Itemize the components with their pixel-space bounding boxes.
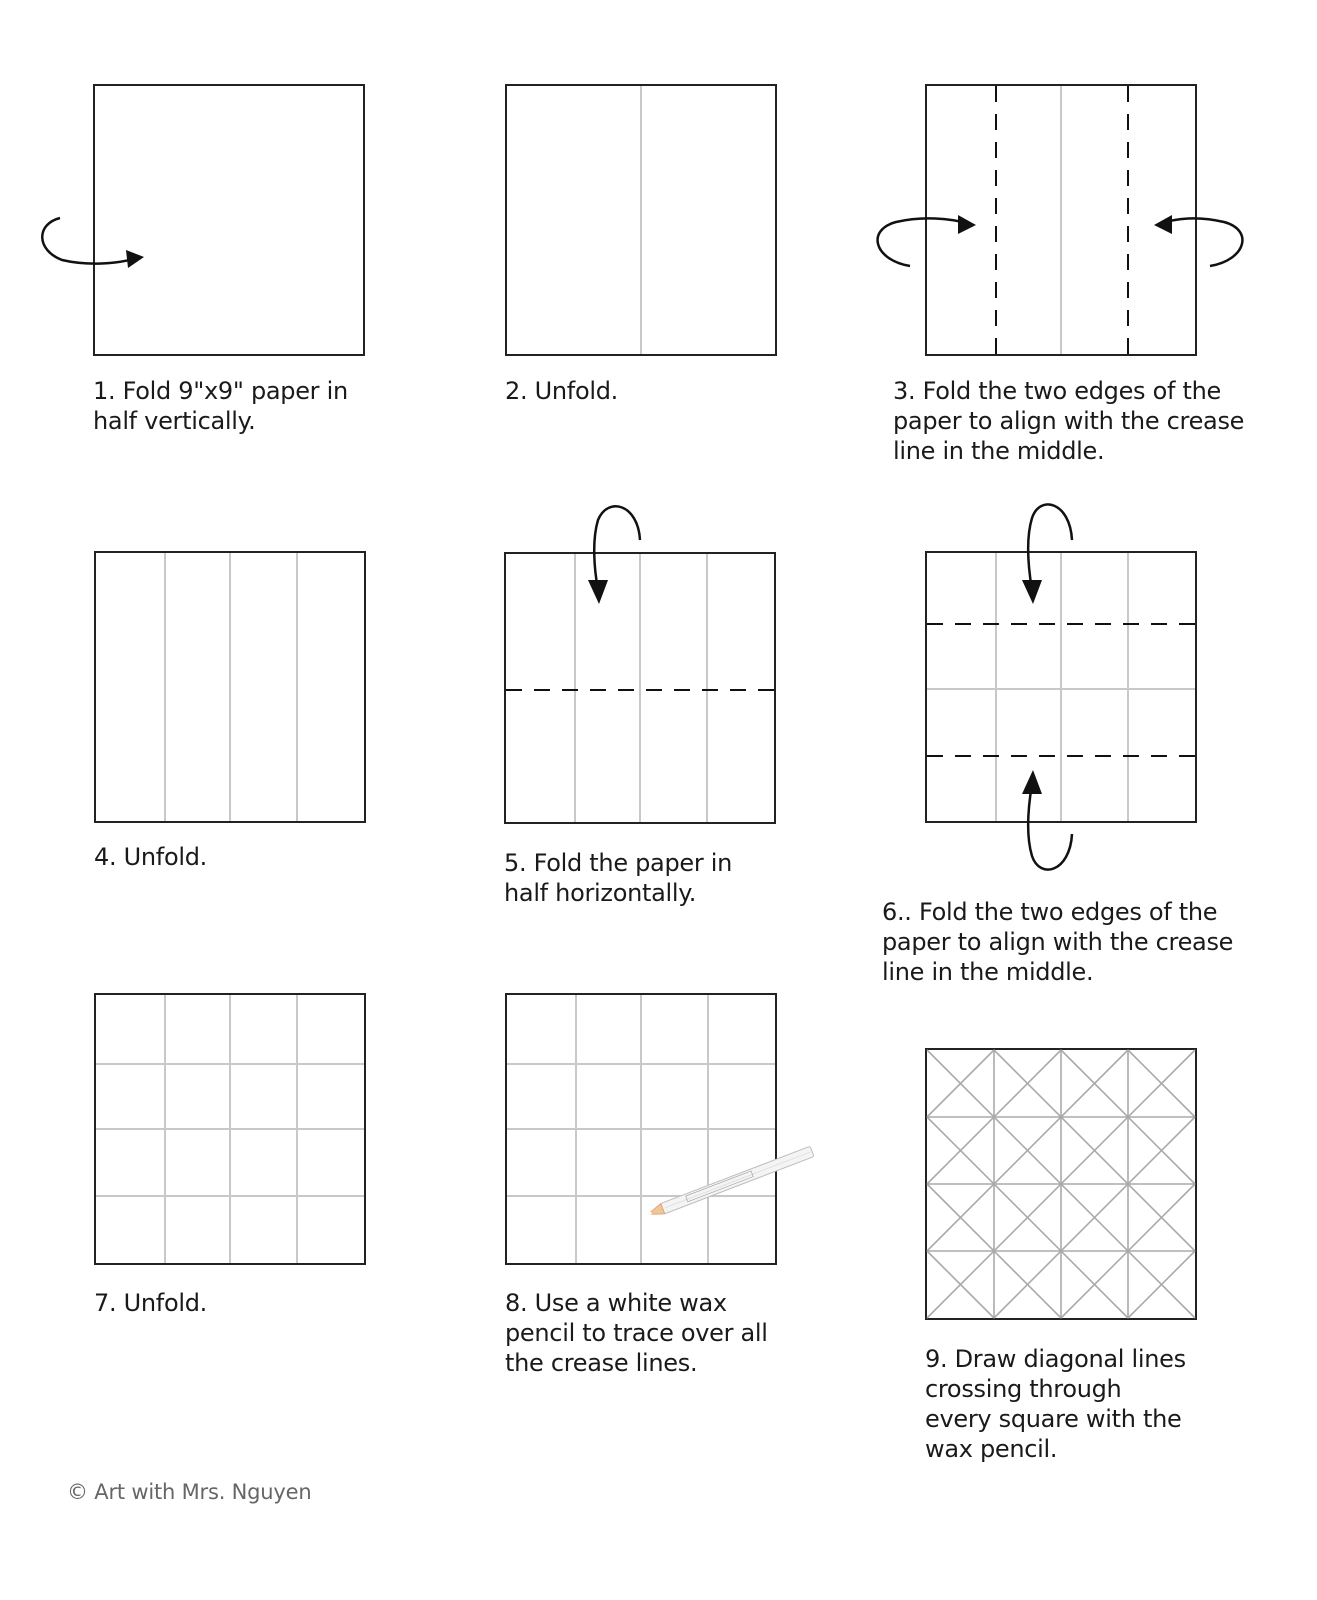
fold-arrow-icon [1014, 496, 1084, 608]
crease-grid [96, 995, 364, 1263]
crease-lines [96, 553, 364, 821]
step-4-paper [94, 551, 366, 823]
fold-arrow-icon [1014, 766, 1084, 878]
step-9-paper [925, 1048, 1197, 1320]
step-8-paper [505, 993, 777, 1265]
step-7-caption: 7. Unfold. [94, 1289, 207, 1317]
step-3-caption: 3. Fold the two edges of the paper to align with the crease line in the middle. [893, 377, 1245, 465]
fold-arrow-icon [582, 498, 652, 610]
step-7-paper [94, 993, 366, 1265]
step-2-paper [505, 84, 777, 356]
step-5-caption: 5. Fold the paper in half horizontally. [504, 849, 733, 907]
wax-pencil-icon [636, 1142, 826, 1224]
step-8-caption: 8. Use a white wax pencil to trace over all the crease lines. [505, 1289, 768, 1377]
step-6-caption: 6.. Fold the two edges of the paper to align with the crease line in the middle. [882, 898, 1234, 986]
copyright-credit: © Art with Mrs. Nguyen [67, 1480, 312, 1504]
step-4-caption: 4. Unfold. [94, 843, 207, 871]
diagonal-grid [927, 1050, 1195, 1318]
step-2-caption: 2. Unfold. [505, 377, 618, 405]
crease-lines [507, 86, 775, 354]
step-1-caption: 1. Fold 9"x9" paper in half vertically. [93, 377, 348, 435]
step-9-caption: 9. Draw diagonal lines crossing through every square with the wax pencil. [925, 1345, 1186, 1463]
fold-arrow-icon [870, 212, 990, 274]
fold-arrow-icon [1140, 212, 1260, 274]
fold-arrow-icon [38, 210, 158, 280]
